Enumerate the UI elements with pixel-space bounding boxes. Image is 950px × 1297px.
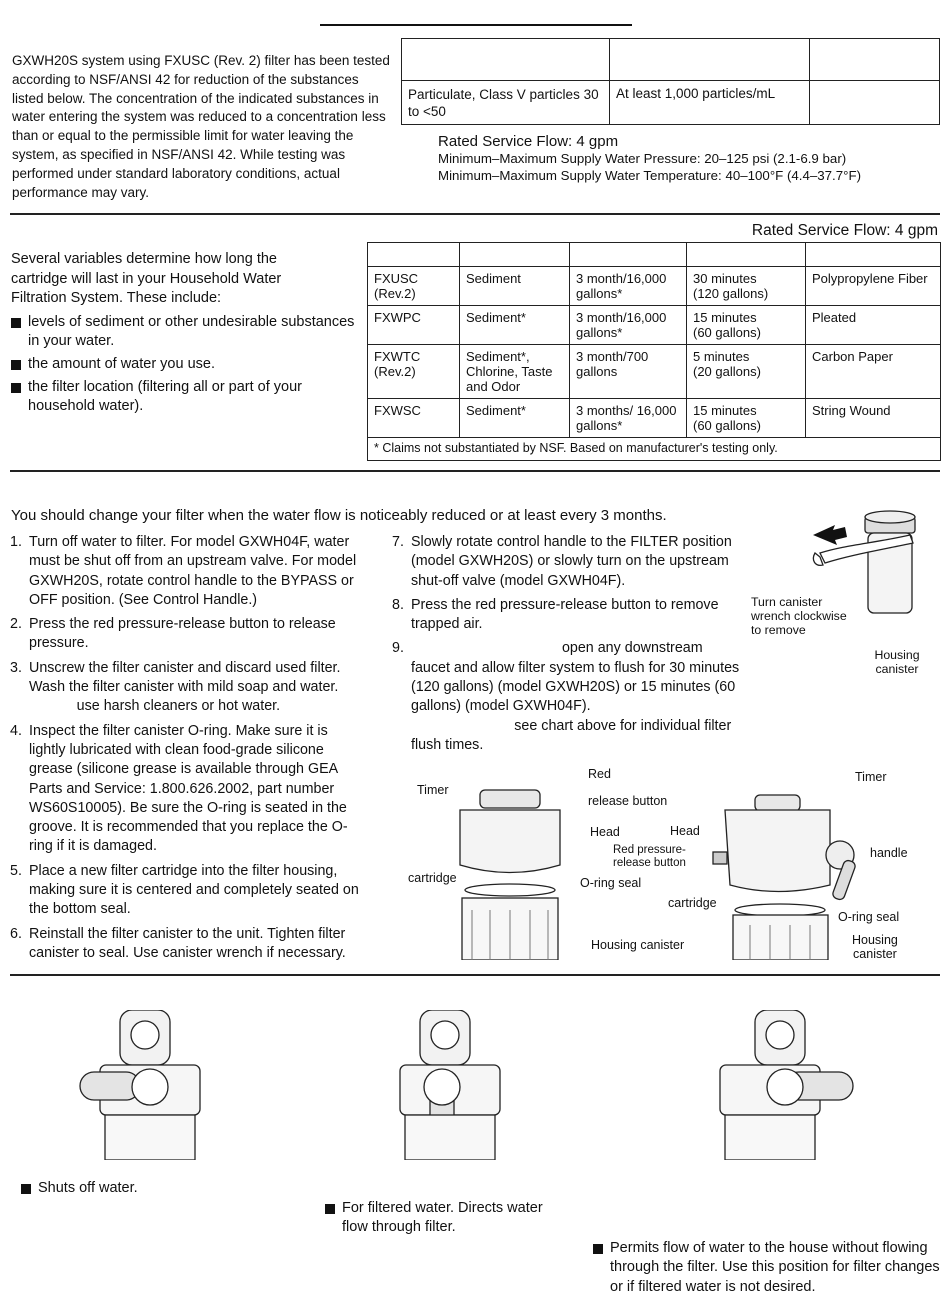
exploded-diagram-right: [705, 790, 865, 960]
section-divider: [10, 974, 940, 976]
table-cell: Polypropylene Fiber: [806, 267, 941, 306]
housing-caption: Housing canister: [866, 648, 928, 676]
nsf-influent-cell: At least 1,000 particles/mL: [610, 81, 810, 125]
step-item: 3. Unscrew the filter canister and discard used filter. Wash the filter canister with mild soap and water. use harsh cleaners or hot water.: [10, 659, 366, 717]
step-item: 1. Turn off water to filter. For model GXWH04F, water must be shut off from an upstream valve. For model GXWH20S, rotate control handle to the BYPASS or OFF position. (See Control Handle.): [10, 533, 366, 610]
bullet-square-icon: [593, 1244, 603, 1254]
left-timer-label: Timer: [417, 783, 448, 797]
step-item: 5. Place a new filter cartridge into the filter housing, making sure it is centered and completely seated on the bottom seal.: [10, 862, 366, 920]
section-divider: [10, 470, 940, 472]
life-rated-flow: Rated Service Flow: 4 gpm: [752, 222, 938, 240]
left-red-label: Red: [588, 767, 611, 781]
table-row: [368, 306, 941, 345]
section-divider: [10, 213, 940, 215]
nsf-pressure: Minimum–Maximum Supply Water Pressure: 20–125 psi (2.1-6.9 bar): [438, 151, 846, 166]
nsf-temperature: Minimum–Maximum Supply Water Temperature: 40–100°F (4.4–37.7°F): [438, 168, 861, 183]
change-intro: You should change your filter when the water flow is noticeably reduced or at least every 3 months.: [11, 507, 667, 524]
table-cell: Carbon Paper: [806, 345, 941, 399]
table-cell: FXWSC: [368, 399, 460, 438]
bullet-item: the amount of water you use.: [11, 355, 356, 374]
table-cell: Sediment: [460, 267, 570, 306]
bullet-square-icon: [325, 1204, 335, 1214]
step-item: 2. Press the red pressure-release button to release pressure.: [10, 615, 366, 654]
table-cell: 15 minutes (60 gallons): [687, 399, 806, 438]
life-bullets: [11, 313, 356, 416]
right-red-release-label: Red pressure- release button: [613, 844, 686, 870]
nsf-header-reduction: [810, 39, 940, 81]
steps-right: [392, 533, 744, 760]
table-cell: 3 month/16,000 gallons*: [570, 306, 687, 345]
exploded-diagram-left: [450, 780, 585, 960]
step-item: 9. open any downstream faucet and allow filter system to flush for 30 minutes (120 gallons) (model GXWH20S) or 15 minutes (60 gallons) (model GXWH04F). see chart above for individual filter flush times.: [392, 639, 744, 755]
bullet-square-icon: [11, 360, 21, 370]
table-cell: 5 minutes (20 gallons): [687, 345, 806, 399]
right-cartridge-label: cartridge: [668, 896, 717, 910]
table-cell: Pleated: [806, 306, 941, 345]
handle-filter-illustration: [375, 1010, 520, 1160]
table-cell: Sediment*: [460, 306, 570, 345]
table-row: [368, 267, 941, 306]
right-handle-label: handle: [870, 846, 908, 860]
life-header-model: [368, 243, 460, 267]
handle-caption-filter: For filtered water. Directs water flow through filter.: [325, 1199, 562, 1238]
table-cell: 3 months/ 16,000 gallons*: [570, 399, 687, 438]
life-header-type: [806, 243, 941, 267]
handle-caption-bypass: Permits flow of water to the house without flowing through the filter. Use this position for filter changes or if filtered water is not desired.: [593, 1239, 950, 1297]
table-cell: Sediment*: [460, 399, 570, 438]
step-item: 8. Press the red pressure-release button to remove trapped air.: [392, 596, 744, 635]
bullet-square-icon: [11, 318, 21, 328]
nsf-header-influent: [610, 39, 810, 81]
left-housing-label: Housing canister: [591, 938, 684, 952]
table-row: [368, 345, 941, 399]
table-cell: FXWTC (Rev.2): [368, 345, 460, 399]
wrench-caption: Turn canister wrench clockwise to remove: [751, 595, 851, 637]
nsf-table: [401, 38, 940, 125]
nsf-header-substance: [402, 39, 610, 81]
table-cell: 3 month/16,000 gallons*: [570, 267, 687, 306]
nsf-reduction-cell: [810, 81, 940, 125]
table-cell: 3 month/700 gallons: [570, 345, 687, 399]
left-head-label: Head: [590, 825, 620, 839]
nsf-substance-cell: Particulate, Class V particles 30 to <50: [402, 81, 610, 125]
handle-bypass-illustration: [710, 1010, 860, 1160]
step-item: 6. Reinstall the filter canister to the unit. Tighten filter canister to seal. Use canister wrench if necessary.: [10, 925, 366, 964]
handle-off-illustration: [75, 1010, 220, 1160]
right-timer-label: Timer: [855, 770, 886, 784]
table-cell: String Wound: [806, 399, 941, 438]
right-head-label: Head: [670, 824, 700, 838]
table-footnote: * Claims not substantiated by NSF. Based on manufacturer's testing only.: [368, 438, 941, 461]
table-row: [368, 399, 941, 438]
life-header-life: [570, 243, 687, 267]
filter-life-table: [367, 242, 941, 461]
table-cell: FXUSC (Rev.2): [368, 267, 460, 306]
table-cell: Sediment*, Chlorine, Taste and Odor: [460, 345, 570, 399]
bullet-item: levels of sediment or other undesirable substances in your water.: [11, 313, 356, 351]
life-header-flush: [687, 243, 806, 267]
bullet-square-icon: [11, 383, 21, 393]
left-release-button-label: release button: [588, 794, 667, 808]
left-oring-label: O-ring seal: [580, 876, 641, 890]
left-cartridge-label: cartridge: [408, 871, 457, 885]
right-oring-label: O-ring seal: [838, 910, 899, 924]
steps-left: [10, 533, 366, 968]
table-cell: 15 minutes (60 gallons): [687, 306, 806, 345]
step-item: 7. Slowly rotate control handle to the FILTER position (model GXWH20S) or slowly turn on the upstream shut-off valve (model GXWH04F).: [392, 533, 744, 591]
nsf-rated-flow: Rated Service Flow: 4 gpm: [438, 133, 618, 150]
bullet-item: the filter location (filtering all or part of your household water).: [11, 378, 356, 416]
handle-caption-off: Shuts off water.: [21, 1179, 298, 1199]
table-cell: 30 minutes (120 gallons): [687, 267, 806, 306]
right-housing-label: Housing canister: [852, 933, 898, 961]
life-header-reduces: [460, 243, 570, 267]
bullet-square-icon: [21, 1184, 31, 1194]
step-item: 4. Inspect the filter canister O-ring. Make sure it is lightly lubricated with clean food-grade silicone grease (silicone grease is available through GEA Parts and Service: 1.800.626.2002, part number WS60S10005). Be sure the O-ring is seated in the groove. It is recommended that you replace the O-ring if it is damaged.: [10, 722, 366, 857]
life-intro: Several variables determine how long the cartridge will last in your Household Water Filtration System. These include:: [11, 250, 336, 309]
table-cell: FXWPC: [368, 306, 460, 345]
header-rule: [320, 24, 632, 26]
nsf-paragraph: GXWH20S system using FXUSC (Rev. 2) filter has been tested according to NSF/ANSI 42 for reduction of the substances listed below. The concentration of the indicated substances in water entering the system was reduced to a concentration less than or equal to the permissible limit for water leaving the system, as specified in NSF/ANSI 42. While testing was performed under standard laboratory conditions, actual performance may vary.: [12, 52, 390, 202]
